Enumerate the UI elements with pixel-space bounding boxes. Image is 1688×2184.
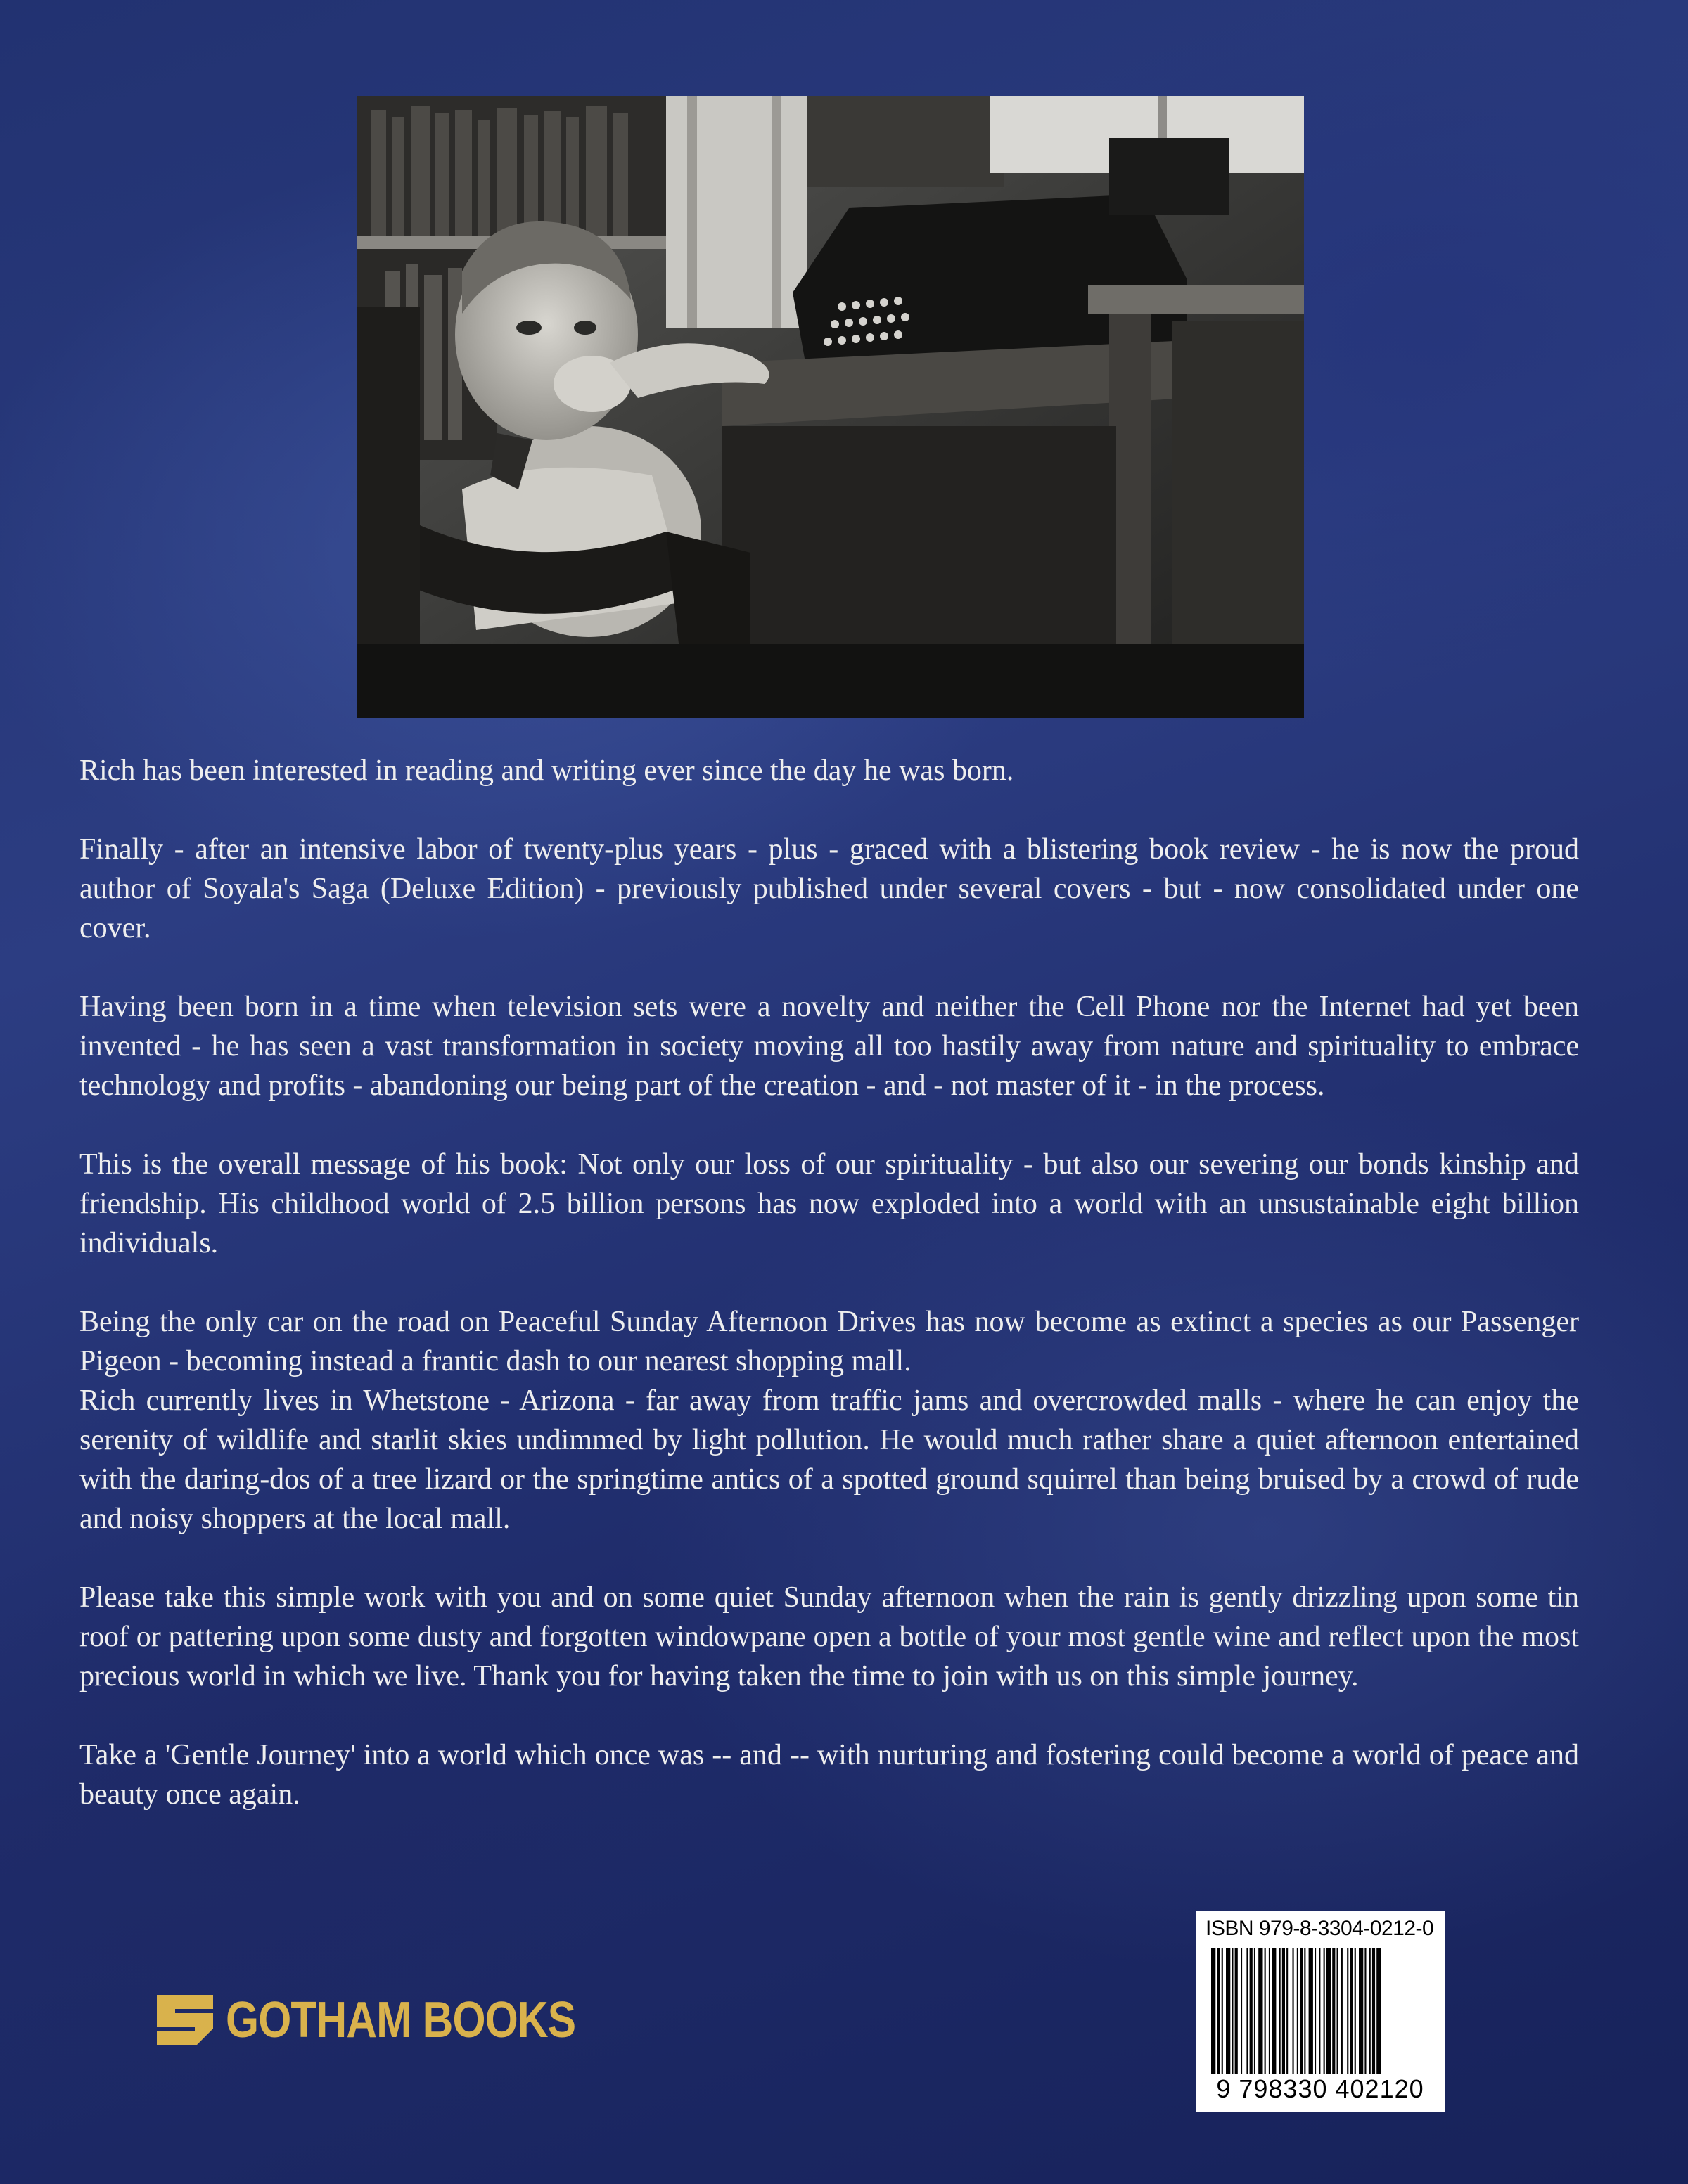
bio-paragraph-5: Being the only car on the road on Peaceful Sunday Afternoon Drives has now become as extinct a species as our Passenger Pigeon - becoming instead a frantic dash to our nearest shopping mall. [79,1306,1579,1377]
author-photo [357,96,1304,718]
barcode-bar [1293,1948,1294,2074]
barcode-bar [1286,1948,1288,2074]
barcode-bar [1332,1948,1335,2074]
barcode-bar [1372,1948,1375,2074]
barcode-bar [1297,1948,1298,2074]
barcode-bar [1376,1948,1381,2074]
barcode-bar [1319,1948,1320,2074]
barcode-bar [1217,1948,1220,2074]
barcode-bar [1350,1948,1353,2074]
author-bio [79,751,1579,1854]
barcode-bar [1355,1948,1356,2074]
bio-paragraph-3: Having been born in a time when television sets were a novelty and neither the Cell Phone nor the Internet had yet been invented - he has seen a vast transformation in society moving all too hastily away from nature and spirituality to embrace technology and profits - abandoning our being part of the creation - and - not master of it - in the process. [79,991,1579,1102]
barcode-bar [1232,1948,1233,2074]
barcode-bar [1364,1948,1366,2074]
bio-paragraph-8: Take a 'Gentle Journey' into a world which once was -- and -- with nurturing and fostering could become a world of peace and beauty once again. [79,1739,1579,1811]
barcode-bar [1315,1948,1316,2074]
barcode-bar [1246,1948,1248,2074]
barcode-bar [1272,1948,1276,2074]
publisher-name: GOTHAM BOOKS [226,1992,576,2048]
barcode-bar [1235,1948,1238,2074]
bio-paragraph-6: Rich currently lives in Whetstone - Arizona - far away from traffic jams and overcrowded malls - where he can enjoy the serenity of wildlife and starlit skies undimmed by light pollution. He would much rather share a quiet afternoon entertained with the daring-dos of a tree lizard or the springtime antics of a spotted ground squirrel than being bruised by a crowd of rude and noisy shoppers at the local mall. [79,1385,1579,1535]
gotham-logo-icon [154,1992,216,2048]
barcode-bar [1279,1948,1281,2074]
barcode-bar [1304,1948,1305,2074]
bio-paragraph-4: This is the overall message of his book: Not only our loss of our spirituality - but also our severing our bonds kinship and friendship. His childhood world of 2.5 billion persons has now exploded into a world with an unsustainable eight billion individuals. [79,1148,1579,1259]
barcode-bar [1222,1948,1223,2074]
barcode-bar [1309,1948,1313,2074]
barcode-bar [1337,1948,1338,2074]
barcode-bar [1369,1948,1371,2074]
barcode-bar [1326,1948,1331,2074]
barcode-digits: 9 798330 402120 [1216,2074,1424,2103]
isbn-label: ISBN 979-8-3304-0212-0 [1206,1917,1434,1940]
barcode-bar [1254,1948,1255,2074]
bio-paragraph-2: Finally - after an intensive labor of twenty-plus years - plus - graced with a blistering book review - he is now the proud author of Soyala's Saga (Deluxe Edition) - previously published under several covers - but - now consolidated under one cover. [79,833,1579,944]
barcode-bar [1265,1948,1266,2074]
barcode-bar [1341,1948,1343,2074]
barcode-bar [1226,1948,1230,2074]
barcode-bar [1258,1948,1262,2074]
barcode-bar [1241,1948,1242,2074]
barcode-bar [1347,1948,1348,2074]
barcode-bar [1269,1948,1270,2074]
barcode-bars [1211,1948,1429,2074]
bio-paragraph-7: Please take this simple work with you and on some quiet Sunday afternoon when the rain is gently drizzling upon some tin roof or pattering upon some dusty and forgotten windowpane open a bottle of your most gentle wine and reflect upon the most precious world in which we live. Thank you for having taken the time to join with us on this simple journey. [79,1581,1579,1692]
barcode-bar [1324,1948,1325,2074]
isbn-barcode [1196,1911,1445,2112]
barcode-bar [1250,1948,1253,2074]
barcode-bar [1282,1948,1285,2074]
barcode-bar [1211,1948,1215,2074]
barcode-bar [1359,1948,1363,2074]
publisher-logo [154,1990,642,2050]
photo-child-at-typewriter-image [357,96,1304,718]
barcode-bar [1300,1948,1303,2074]
bio-paragraph-1: Rich has been interested in reading and writing ever since the day he was born. [79,754,1014,787]
